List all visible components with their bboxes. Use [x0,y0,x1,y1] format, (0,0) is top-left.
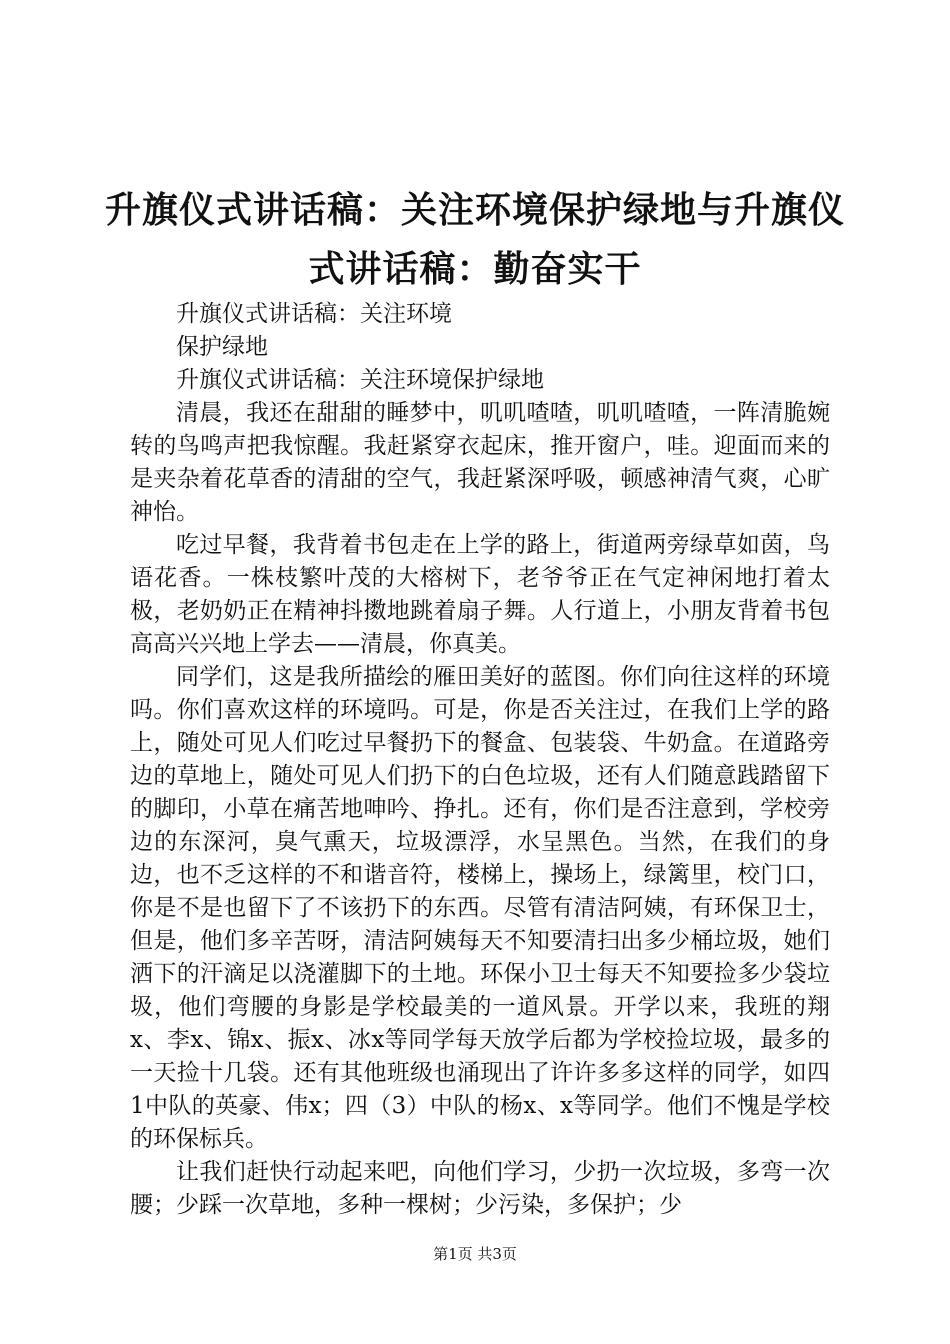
body-paragraph-3: 同学们，这是我所描绘的雁田美好的蓝图。你们向往这样的环境吗。你们喜欢这样的环境吗。可是，你是否关注过，在我们上学的路上，随处可见人们吃过早餐扔下的餐盒、包装袋、牛奶盒。在道路旁边的草地上，随处可见人们扔下的白色垃圾，还有人们随意践踏留下的脚印，小草在痛苦地呻吟、挣扎。还有，你们是否注意到，学校旁边的东深河，臭气熏天，垃圾漂浮，水呈黑色。当然，在我们的身边，也不乏这样的不和谐音符，楼梯上，操场上，绿篱里，校门口，你是不是也留下了不该扔下的东西。尽管有清洁阿姨，有环保卫士，但是，他们多辛苦呀，清洁阿姨每天不知要清扫出多少桶垃圾，她们洒下的汗滴足以浇灌脚下的土地。环保小卫士每天不知要捡多少袋垃圾，他们弯腰的身影是学校最美的一道风景。开学以来，我班的翔x、李x、锦x、振x、冰x等同学每天放学后都为学校捡垃圾，最多的一天捡十几袋。还有其他班级也涌现出了许许多多这样的同学，如四1中队的英豪、伟x；四（3）中队的杨x、x等同学。他们不愧是学校的环保标兵。 [130,664,830,1152]
subheading-line-3: 升旗仪式讲话稿：关注环境保护绿地 [176,367,544,393]
document-title-line-2: 式讲话稿：勤奋实干 [308,249,642,290]
body-paragraph-1: 清晨，我还在甜甜的睡梦中，叽叽喳喳，叽叽喳喳，一阵清脆婉转的鸟鸣声把我惊醒。我赶紧穿衣起床，推开窗户，哇。迎面而来的是夹杂着花草香的清甜的空气，我赶紧深呼吸，顿感神清气爽，心旷神怡。 [130,400,830,525]
subheading-line-1: 升旗仪式讲话稿：关注环境 [176,301,452,327]
page-number-footer: 第1页 共3页 [433,1245,517,1263]
body-paragraph-2: 吃过早餐，我背着书包走在上学的路上，街道两旁绿草如茵，鸟语花香。一株枝繁叶茂的大榕树下，老爷爷正在气定神闲地打着太极，老奶奶正在精神抖擞地跳着扇子舞。人行道上，小朋友背着书包高高兴兴地上学去——清晨，你真美。 [130,532,830,657]
subheading-line-2: 保护绿地 [176,334,268,360]
document-body [130,298,830,1222]
document-title-line-1: 升旗仪式讲话稿：关注环境保护绿地与升旗仪 [104,190,845,231]
body-paragraph-4: 让我们赶快行动起来吧，向他们学习，少扔一次垃圾，多弯一次腰；少踩一次草地，多种一棵树；少污染，多保护；少 [130,1159,830,1218]
